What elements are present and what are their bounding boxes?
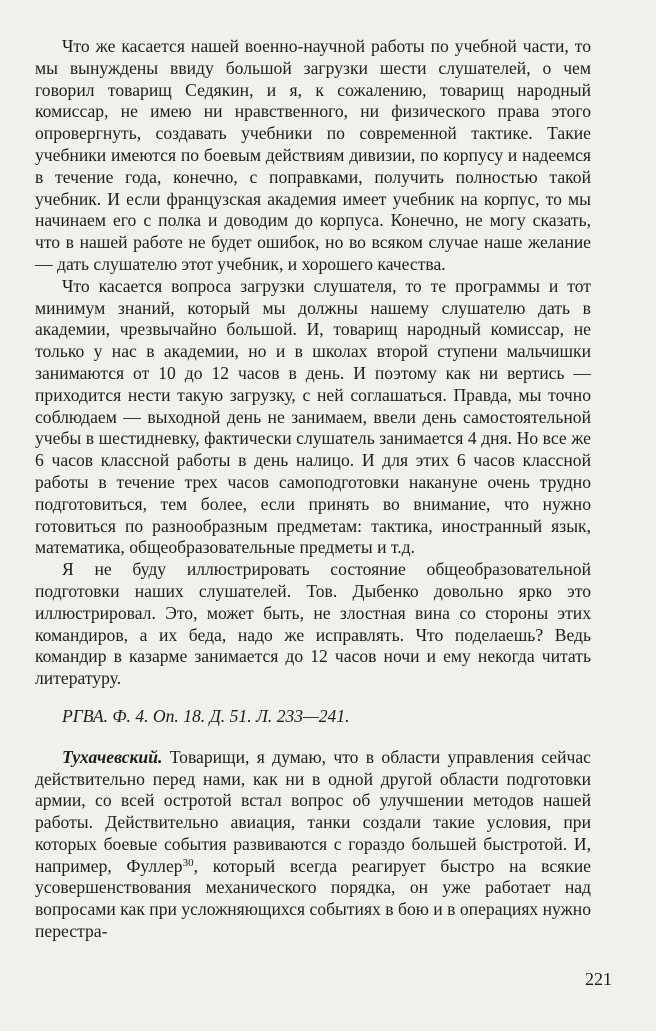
archive-source-reference: РГВА. Ф. 4. Оп. 18. Д. 51. Л. 233—241. xyxy=(62,705,350,726)
document-page xyxy=(35,36,591,943)
speech-text-part-1: Товарищи, я думаю, что в области управления сейчас действительно перед нами, как ни в одной другой области подготовки армии, со всей остротой встал вопрос об улучшении методов нашей работы. Действительно авиация, танки создали такие условия, при которых боевые события развиваются с гораздо большей быстротой. И, например, Фуллер xyxy=(35,746,591,876)
paragraph-student-workload: Что касается вопроса загрузки слушателя, то те программы и тот минимум знаний, который мы должны нашему слушателю дать в академии, чрезвычайно большой. И, товарищ народный комиссар, не только у нас в академии, но и в школах второй ступени мальчишки занимаются от 10 до 12 часов в день. И поэтому как ни вертись — приходится нести такую загрузку, с ней соглашаться. Правда, мы точно соблюдаем — выходной день не занимаем, ввели день самостоятельной учебы в шестидневку, фактически слушатель занимается 4 дня. Но все же 6 часов классной работы в день налицо. И для этих 6 часов классной работы в течение трех часов самоподготовки накануне очень трудно подготовиться, тем более, если принять во внимание, что нужно готовиться по разнообразным предметам: тактика, иностранный язык, математика, общеобразовательные предметы и т.д. xyxy=(35,275,591,558)
paragraph-scientific-work: Что же касается нашей военно-научной работы по учебной части, то мы вынуждены ввиду большой загрузки шести слушателей, о чем говорил товарищ Седякин, и я, к сожалению, товарищ народный комиссар, не имею ни нравственного, ни физического права этого опровергнуть, создавать учебники по современной тактике. Такие учебники имеются по боевым действиям дивизии, по корпусу и надеемся в течение года, конечно, с поправками, получить полностью такой учебник. И если французская академия имеет учебник на корпус, то мы начинаем его с полка и доводим до корпуса. Конечно, не могу сказать, что в нашей работе не будет ошибок, но во всяком случае наше желание — дать слушателю этот учебник, и хорошего качества. xyxy=(35,36,591,274)
paragraph-tukhachevsky-speech xyxy=(35,747,591,943)
speech-text-part-2: , который всегда реагирует быстро на всякие усовершенствования механического порядка, он уже работает над вопросами как при усложняющихся событиях в бою и в операциях нужно перестра- xyxy=(35,855,591,942)
paragraph-general-education: Я не буду иллюстрировать состояние общеобразовательной подготовки наших слушателей. Тов. Дыбенко довольно ярко это иллюстрировал. Это, может быть, не злостная вина со стороны этих командиров, а их беда, надо же исправлять. Что поделаешь? Ведь командир в казарме занимается до 12 часов ночи и ему некогда читать литературу. xyxy=(35,559,591,689)
page-number: 221 xyxy=(585,969,612,989)
speaker-name: Тухачевский. xyxy=(62,746,163,767)
footnote-marker: 30 xyxy=(182,856,194,869)
